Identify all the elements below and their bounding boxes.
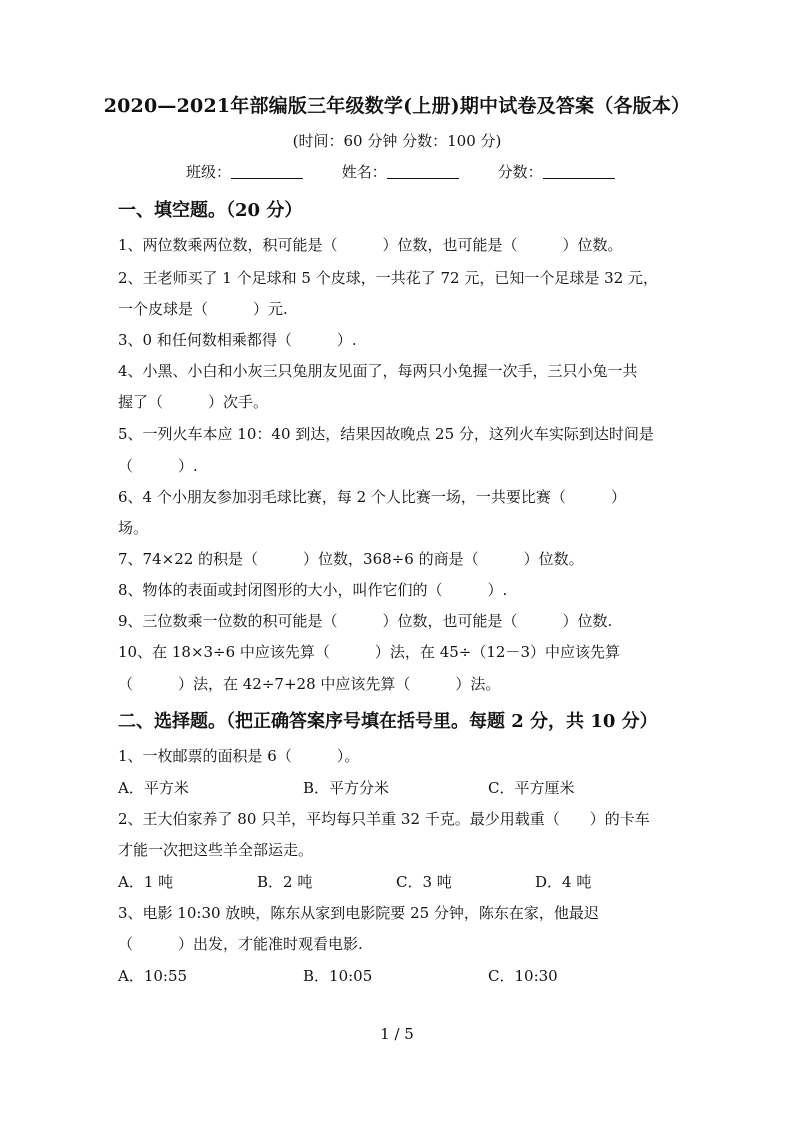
fill-question-line: 2、王老师买了 1 个足球和 5 个皮球，一共花了 72 元，已知一个足球是 32 元， (118, 269, 658, 287)
exam-time-score: (时间：60 分钟 分数：100 分) (292, 132, 502, 150)
fill-question-line: 10、在 18×3÷6 中应该先算（ ）法，在 45÷（12－3）中应该先算 (118, 643, 620, 661)
class-blank (231, 164, 303, 179)
section2-heading: 二、选择题。（把正确答案序号填在括号里。每题 2 分，共 10 分） (118, 711, 658, 732)
choice-option: B．平方分米 (303, 779, 390, 797)
fill-question-line: 6、4 个小朋友参加羽毛球比赛，每 2 个人比赛一场，一共要比赛（ ） (118, 488, 626, 506)
choice-question-1: 1、一枚邮票的面积是 6（ ）。 (118, 747, 360, 765)
fill-question-line: 8、物体的表面或封闭图形的大小，叫作它们的（ ）. (118, 581, 508, 599)
fill-question-line: 7、74×22 的积是（ ）位数，368÷6 的商是（ ）位数。 (118, 550, 584, 568)
choice-question-3-cont: （ ）出发，才能准时观看电影. (118, 935, 363, 953)
name-label: 姓名： (341, 163, 387, 181)
choice-question-2-cont: 才能一次把这些羊全部运走。 (118, 841, 314, 859)
choice-option: C．平方厘米 (488, 779, 575, 797)
fill-question-line: （ ）法，在 42÷7+28 中应该先算（ ）法。 (118, 675, 501, 693)
choice-option: C．3 吨 (396, 873, 452, 891)
score-label: 分数： (497, 163, 543, 181)
score-blank (543, 164, 615, 179)
page-title: 2020—2021年部编版三年级数学(上册)期中试卷及答案（各版本） (103, 95, 691, 117)
section1-heading: 一、填空题。（20 分） (118, 200, 303, 221)
fill-question-line: （ ）. (118, 457, 198, 475)
choice-option: D．4 吨 (535, 873, 592, 891)
class-label: 班级： (186, 163, 232, 181)
fill-question-line: 1、两位数乘两位数，积可能是（ ）位数，也可能是（ ）位数。 (118, 236, 623, 254)
choice-option: B．10:05 (303, 967, 373, 985)
fill-question-line: 9、三位数乘一位数的积可能是（ ）位数，也可能是（ ）位数. (118, 612, 613, 630)
choice-option: A．平方米 (118, 779, 189, 797)
choice-question-2: 2、王大伯家养了 80 只羊，平均每只羊重 32 千克。最少用载重（ ）的卡车 (118, 810, 650, 828)
choice-option: A．10:55 (118, 967, 188, 985)
choice-option: B．2 吨 (257, 873, 313, 891)
fill-question-line: 3、0 和任何数相乘都得（ ）. (118, 331, 357, 349)
fill-question-line: 场。 (118, 519, 149, 537)
fill-question-line: 握了（ ）次手。 (118, 393, 269, 411)
choice-question-3: 3、电影 10:30 放映，陈东从家到电影院要 25 分钟，陈东在家，他最迟 (118, 904, 599, 922)
fill-question-line: 5、一列火车本应 10：40 到达，结果因故晚点 25 分，这列火车实际到达时间是 (118, 425, 654, 443)
fill-question-line: 一个皮球是（ ）元. (118, 300, 288, 318)
choice-option: A．1 吨 (118, 873, 174, 891)
choice-option: C．10:30 (488, 967, 558, 985)
fill-question-line: 4、小黑、小白和小灰三只兔朋友见面了，每两只小兔握一次手，三只小兔一共 (118, 362, 638, 380)
name-blank (387, 164, 459, 179)
page-number: 1 / 5 (380, 1025, 414, 1043)
student-info-line (186, 161, 649, 182)
